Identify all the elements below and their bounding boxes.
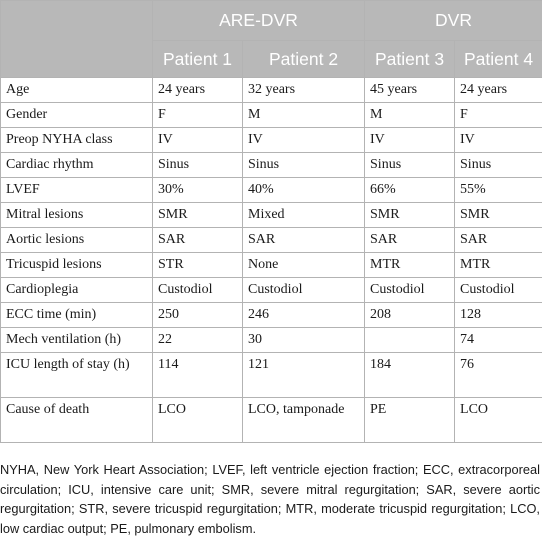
table-row: [1, 153, 542, 178]
table-cell: SAR: [365, 228, 455, 253]
table-cell: 30: [243, 328, 365, 353]
row-label: Tricuspid lesions: [1, 253, 153, 278]
table-cell: F: [455, 103, 542, 128]
row-label: ICU length of stay (h): [1, 353, 153, 398]
row-label: Aortic lesions: [1, 228, 153, 253]
table-cell: 55%: [455, 178, 542, 203]
table-cell: Sinus: [365, 153, 455, 178]
table-cell: 121: [243, 353, 365, 398]
table-row: [1, 203, 542, 228]
table-footnote: NYHA, New York Heart Association; LVEF, left ventricle ejection fraction; ECC, extracorporeal circulation; ICU, intensive care unit; SMR, severe mitral regurgitation; SAR, severe aortic regurgitation; STR, severe tricuspid regurgitation; MTR, moderate tricuspid regurgitation; LCO, low cardiac output; PE, pulmonary embolism.: [0, 462, 540, 536]
table-row: [1, 253, 542, 278]
table-cell: M: [243, 103, 365, 128]
table-cell: SMR: [153, 203, 243, 228]
table-cell: [365, 328, 455, 353]
group-header-row: [1, 1, 542, 41]
row-label: Mech ventilation (h): [1, 328, 153, 353]
table-cell: MTR: [365, 253, 455, 278]
table-row: [1, 128, 542, 153]
table-cell: F: [153, 103, 243, 128]
table-row: [1, 78, 542, 103]
table-cell: IV: [153, 128, 243, 153]
table-cell: 45 years: [365, 78, 455, 103]
patient-header: Patient 2: [243, 41, 365, 78]
table-cell: 22: [153, 328, 243, 353]
table-cell: Sinus: [455, 153, 542, 178]
table-cell: 74: [455, 328, 542, 353]
group-header-dvr: DVR: [365, 1, 542, 41]
table-cell: 246: [243, 303, 365, 328]
row-label: Gender: [1, 103, 153, 128]
table-cell: SMR: [365, 203, 455, 228]
table-cell: IV: [455, 128, 542, 153]
table-cell: 40%: [243, 178, 365, 203]
table-cell: 114: [153, 353, 243, 398]
table-cell: 76: [455, 353, 542, 398]
table-cell: STR: [153, 253, 243, 278]
group-header-are-dvr: ARE-DVR: [153, 1, 365, 41]
table-cell: 30%: [153, 178, 243, 203]
table-cell: PE: [365, 398, 455, 443]
patient-header: Patient 3: [365, 41, 455, 78]
table-cell: LCO, tamponade: [243, 398, 365, 443]
table-row: [1, 228, 542, 253]
table-cell: 128: [455, 303, 542, 328]
row-label: ECC time (min): [1, 303, 153, 328]
table-cell: None: [243, 253, 365, 278]
row-label: Age: [1, 78, 153, 103]
table-row: [1, 398, 542, 443]
table-cell: LCO: [455, 398, 542, 443]
corner-cell: [1, 1, 153, 78]
table-cell: Sinus: [243, 153, 365, 178]
table-cell: 184: [365, 353, 455, 398]
table-cell: 66%: [365, 178, 455, 203]
row-label: Cardiac rhythm: [1, 153, 153, 178]
table-cell: Custodiol: [153, 278, 243, 303]
table-cell: 32 years: [243, 78, 365, 103]
table-cell: LCO: [153, 398, 243, 443]
table-cell: 208: [365, 303, 455, 328]
table-row: [1, 303, 542, 328]
table-cell: Custodiol: [243, 278, 365, 303]
row-label: Mitral lesions: [1, 203, 153, 228]
table-cell: SAR: [455, 228, 542, 253]
table-cell: IV: [365, 128, 455, 153]
table-row: [1, 178, 542, 203]
table-cell: 24 years: [153, 78, 243, 103]
table-cell: 250: [153, 303, 243, 328]
table-row: [1, 353, 542, 398]
table-cell: Custodiol: [455, 278, 542, 303]
table-cell: SMR: [455, 203, 542, 228]
row-label: Preop NYHA class: [1, 128, 153, 153]
table-cell: M: [365, 103, 455, 128]
table-cell: Custodiol: [365, 278, 455, 303]
table-cell: 24 years: [455, 78, 542, 103]
table-cell: Sinus: [153, 153, 243, 178]
table-cell: IV: [243, 128, 365, 153]
patient-header: Patient 4: [455, 41, 542, 78]
table-row: [1, 328, 542, 353]
table-cell: SAR: [243, 228, 365, 253]
table-row: [1, 278, 542, 303]
table-cell: SAR: [153, 228, 243, 253]
table-row: [1, 103, 542, 128]
table-cell: Mixed: [243, 203, 365, 228]
table-cell: MTR: [455, 253, 542, 278]
row-label: Cause of death: [1, 398, 153, 443]
row-label: LVEF: [1, 178, 153, 203]
row-label: Cardioplegia: [1, 278, 153, 303]
patient-header: Patient 1: [153, 41, 243, 78]
